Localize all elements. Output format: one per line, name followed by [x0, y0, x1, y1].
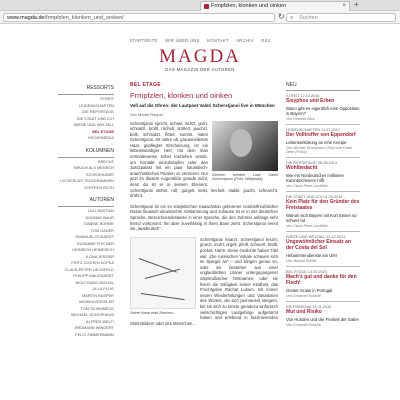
author-item[interactable]: TOM SCHIMMECK	[80, 305, 114, 311]
article-paragraph: Scherstjanoi ist ein im sowjetischen Kasachstan geborener nordostfreußischer Russe lituaisch-ukrainischer Abstammung und zuhause ist er in der deutschen Sprache. Bezeichnenderweise in einer Sprache, die den Zuhörer anfangs sehr fremd vorkommt. Ihn aber zuverlässig in ihren Bann zieht. Scherstjanoi nennt sie „lautdeutsch“.	[130, 203, 278, 232]
sidebar-entry[interactable]	[286, 195, 360, 232]
browser-toolbar	[0, 11, 400, 24]
author-item[interactable]: HEINRICH HEIMERICH	[72, 247, 114, 252]
author-item[interactable]: ULLA PLOG	[92, 286, 114, 291]
author-item[interactable]: DABINE BÖHME	[84, 221, 114, 226]
entry-title[interactable]: Ungewöhnlicher Einsatz an der Costa del Sol	[286, 239, 352, 252]
kolumne-item[interactable]: STEFFEN ROTH	[84, 184, 114, 190]
new-articles-sidebar	[286, 82, 360, 330]
topnav-wir-ueber-uns[interactable]: WIR ÜBER UNS	[165, 38, 200, 43]
article-photo[interactable]	[212, 121, 278, 171]
sidebar-entry[interactable]	[286, 94, 360, 125]
topnav-startseite[interactable]: STARTSEITE	[129, 38, 158, 43]
entry-title[interactable]: Wohlbedacht	[286, 165, 318, 172]
topnav-rss[interactable]: RSS	[261, 38, 271, 43]
sidebar-entry[interactable]	[286, 305, 360, 330]
sidebar-entry[interactable]	[286, 270, 360, 302]
autoren-heading: AUTOREN	[89, 197, 114, 203]
author-item[interactable]: ILONA JERGER	[85, 253, 114, 259]
new-tab-button[interactable]: +	[354, 0, 359, 9]
drawing-photo[interactable]	[130, 237, 196, 309]
photo-caption: Zeichen werden Laut: Valeri Scherstjanoi (Foto: Wikipedia)	[212, 172, 278, 182]
article-body	[130, 121, 278, 327]
entry-desc: Wann gibt es eigentlich eine Opposition in Bayern?	[286, 105, 360, 116]
author-item[interactable]: ERDMANN WINGERT	[74, 325, 114, 330]
search-icon: ⌕	[290, 15, 294, 21]
entry-title[interactable]: Sisyphos und Erben	[286, 98, 335, 104]
author-item[interactable]: TOM DAUER	[90, 227, 114, 233]
url-path: /frmpfzlen_klonken_und_oinken/	[44, 15, 124, 21]
entry-desc: Von Hunden und der Freiheit der Satire	[286, 316, 359, 322]
kolumnen-heading: KOLUMNEN	[85, 147, 114, 154]
top-navigation	[0, 38, 400, 43]
author-item[interactable]: CLAUS-PETER LIECKFELD	[64, 266, 114, 272]
entry-desc: Lebenserklärung an eine Kneipe	[286, 140, 347, 145]
url-domain: www.magda.de	[7, 15, 45, 21]
left-navigation	[58, 82, 114, 338]
close-tab-icon[interactable]: ×	[342, 3, 346, 9]
entry-author: Von Emanuel Eckardt	[286, 294, 321, 298]
search-placeholder: Suchen	[299, 15, 318, 21]
favicon-icon	[204, 4, 209, 9]
article-author: Von Martin Rasper	[130, 111, 164, 117]
article-paragraph: Scherstjanoi spricht, schreit, ächzt, gurrt, schnalzt, brüllt, röchelt, stottert, jauchzt, bellt, schmatzt, flötet, summt. Valeri Scherstjanoi, 60 Jahre alt, grauemeliertes Haar, gepflegter Erscheinung, ist ein liebenswürdiger Herr; mit dem man normalerweise sofort losziehen würde, um Kontakt einzuknüpfen oder den Justizpalast mit ein paar futuristisch-anarchistischen Parolen zu verzieren. Nur jetzt im diesem Augenblick gerade nicht, denn da ist er in seinem Element. Scherstjanoi stöhnt, ruft, gurgelt, kiekt, hechelt, stakkt, jaucht, schnarcht, dröhnt.	[130, 120, 278, 199]
author-item[interactable]: SUSANNE FISCHER	[77, 240, 114, 246]
nav-item-reportage[interactable]: DIE REPORTAGE	[82, 109, 114, 114]
entry-title[interactable]: Kein Platz für den Gründer des Freistaates	[286, 199, 360, 212]
sidebar-heading: NEU	[286, 82, 360, 91]
site-tagline: DAS MAGAZIN DER AUTOREN	[165, 67, 235, 72]
entry-desc: Wie ein Nordeutscher millionen Kaninbochsnern hilft	[286, 173, 344, 184]
nav-item-wiese[interactable]: WIESE UND WELTALL	[73, 122, 114, 127]
sidebar-entry[interactable]	[286, 235, 360, 267]
entry-meta: DIE STADT UND ICH 01.03.2014	[286, 195, 343, 200]
kolumne-item[interactable]: BRECHT	[98, 158, 114, 164]
entry-author: Von Dominik Baur	[286, 117, 315, 122]
entry-author: Von Emanuel Eckardt	[286, 323, 321, 327]
nav-item-streit[interactable]: STREIT	[100, 96, 114, 101]
author-item[interactable]: EMANUEL ECKARDT	[75, 234, 114, 239]
article	[130, 82, 278, 331]
nav-item-krossmedia[interactable]: KROSSMEDIA	[88, 135, 114, 140]
photo-caption: Seine Hand malt Zeichen...	[130, 310, 176, 315]
author-item[interactable]: PHILIPP MAUSHARDT	[73, 273, 114, 278]
entry-meta: WIESE UND WELTALL 12.12.2014	[286, 235, 346, 240]
entry-title[interactable]: Mach's gut und danke für den Fisch!	[286, 274, 357, 286]
kolumne-item[interactable]: LECKFELDS TELEGRAMMEN	[60, 178, 114, 183]
browser-tabbar	[0, 0, 400, 11]
article-figure	[130, 237, 196, 316]
ressorts-heading: RESSORTS	[86, 85, 114, 91]
entry-desc: Günter Grass in Portugal	[286, 287, 333, 293]
entry-title[interactable]: Mut und Risiko	[286, 309, 322, 315]
author-item[interactable]: ALFRED WELTI	[85, 318, 114, 324]
article-paragraph: Scherstjanoi knarzt. Scherstjanoi knurrt, grunzt, murrt, orgelt, pfeift, schnurrt, brüllt, pocket, Harrt!. Seine Gedichte haben Titel wie: „Die russischen Vokale schauen sich im Spiegel an“ – und klingen genau so, oder sie bestehen aus einer unglaublichen Litanei untergegangener ostpreußischer Ortsnamen, oder sie feiern die Süßigkeit seiner Kindheit, das Fruchtgelee Rachat Lukum, mit immer neuen Wiederholungen und Variationen des Wortes, die sich permanent steigern, bis sie sich zu einem geradezu sinfonisch vielschichtigen Lautgebirge aufgetürmt haben und erlebend in faszinierenden Stimmbildern oder des Menschen...	[130, 236, 278, 326]
browser-tab[interactable]	[200, 1, 350, 11]
author-item[interactable]: MONIKA RÖSSLER	[79, 299, 114, 304]
entry-author: Von Claus-Peter Lieckfeld	[286, 224, 328, 229]
topnav-kontakt[interactable]: KONTAKT	[207, 38, 229, 43]
article-kicker[interactable]: BEL ETAGE	[130, 82, 161, 88]
entry-author: Von Claus-Peter Lieckfeld	[286, 184, 328, 189]
author-item[interactable]: FELIX ZIMMERMANN	[75, 331, 114, 337]
kolumne-item[interactable]: SCHISSHUBER	[85, 171, 114, 177]
author-item[interactable]: ULLI BASTIAN	[88, 208, 114, 213]
nav-item-leidenschaften[interactable]: LEIDENSCHAFTEN	[78, 102, 114, 108]
reload-icon[interactable]: ↻	[278, 12, 285, 21]
nav-item-bel-etage[interactable]: BEL ETAGE	[92, 128, 114, 134]
entry-author: Von Monika Rößler	[286, 259, 317, 264]
sidebar-entry[interactable]	[286, 161, 360, 192]
kolumne-item[interactable]: BRUCH ALS MENSCH	[74, 165, 114, 170]
nav-item-stadt[interactable]: DIE STADT UND ICH	[76, 115, 114, 121]
topnav-archiv[interactable]: ARCHIV	[236, 38, 254, 43]
article-figure	[212, 121, 278, 182]
entry-meta: BEL ETAGE 14.04.2015	[286, 270, 327, 275]
tab-title: Frmpfzlen, klonken und oinken	[211, 3, 286, 9]
author-item[interactable]: WOLFGANG MICHAL	[75, 279, 114, 285]
author-item[interactable]: FRITZ JOCHEN KOPKA	[71, 260, 114, 265]
entry-meta: DIE REPORTAGE 06.08.2014	[286, 161, 337, 166]
search-input[interactable]	[286, 13, 396, 22]
author-item[interactable]: MICHAEL SCHOPHAUS	[71, 312, 114, 317]
divider	[58, 206, 114, 207]
divider	[58, 94, 114, 95]
entry-meta: KROSSMEDIA 12.01.2015	[286, 305, 332, 309]
sidebar-entry[interactable]	[286, 128, 360, 158]
url-bar[interactable]	[3, 13, 275, 22]
author-item[interactable]: DOMINIK BAUR	[85, 214, 114, 220]
entry-author: Von Michael Schophaus (Text) und Frank Dietz (Fotos)	[286, 146, 352, 155]
article-title: Frmpfzlen, klonken und oinken	[130, 91, 233, 100]
entry-meta: LEIDENSCHAFTEN 11.07.2017	[286, 128, 340, 133]
entry-desc: Hebammendienste am Ufer	[286, 253, 338, 258]
article-subtitle: Voll auf die Ohren: der Lautpoet Valeri Scherstjanoi live in München	[130, 103, 275, 108]
author-item[interactable]: MARTIN RASPER	[82, 292, 114, 298]
entry-desc: Warum sich Bayern mit Kurt Eisner so schwer tut	[286, 213, 357, 224]
entry-meta: STREIT 12.10.2016	[286, 94, 320, 98]
divider	[58, 157, 114, 158]
site-logo[interactable]: MAGDA	[159, 46, 241, 67]
entry-title[interactable]: Der Volltreffer von Eppendorf	[286, 132, 356, 139]
